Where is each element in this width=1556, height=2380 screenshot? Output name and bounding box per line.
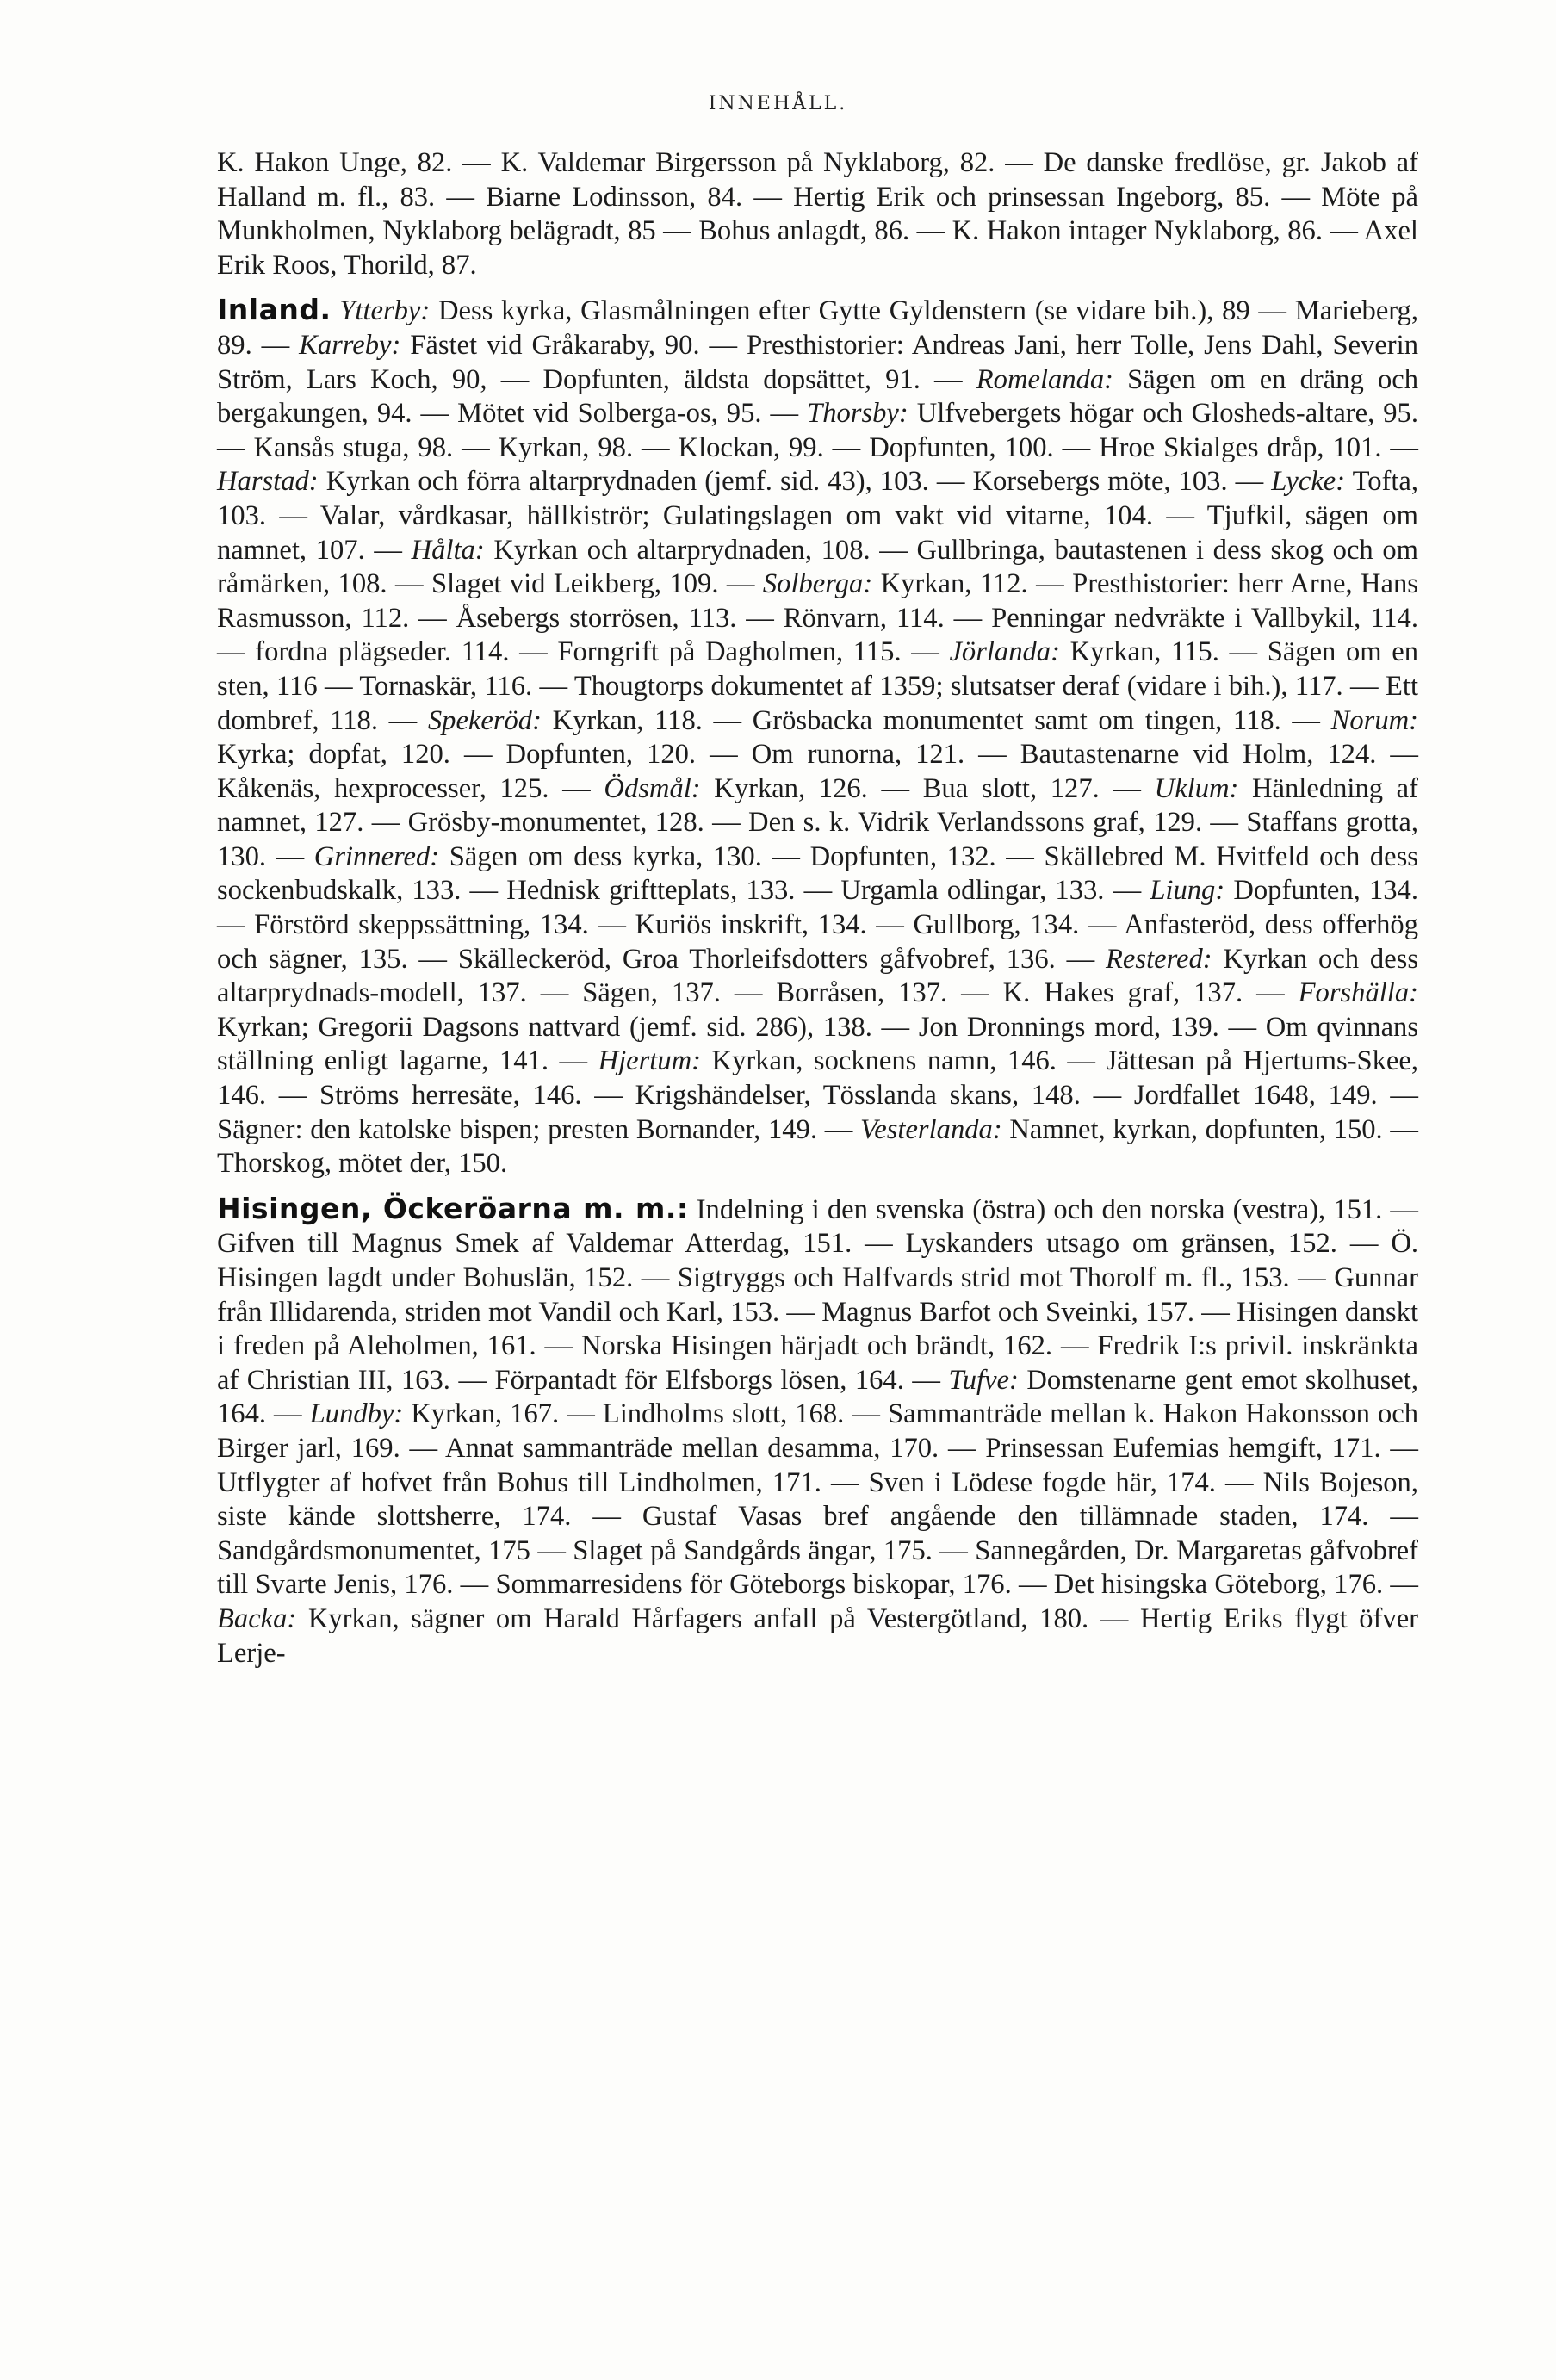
entry-text: Fästet vid Gråkaraby, 90. — Presthistorier: Andreas Jani, herr Tolle, Jens Dahl, Severin Ström, Lars Koch, 90, — Dopfunten, äldsta dopsättet, 91. — <box>217 329 1418 395</box>
place-name: Hålta: <box>411 534 485 566</box>
place-name: Vesterlanda: <box>860 1113 1002 1145</box>
entry-text: Kyrkan och förra altarprydnaden (jemf. sid. 43), 103. — Korsebergs möte, 103. — <box>318 466 1272 498</box>
entry-text: Kyrkan, 167. — Lindholms slott, 168. — Sammanträde mellan k. Hakon Hakonsson och Birger jarl, 169. — Annat sammanträde mellan desamma, 170. — Prinsessan Eufemias hemgift, 171. — Utflygter af hofvet från Bohus till Lindholmen, 171. — Sven i Lödese fogde här, 174. — Nils Bojeson, siste kände slottsherre, 174. — Gustaf Vasas bref angående den tillämnade staden, 174. — Sandgårdsmonumentet, 175 — Slaget på Sandgårds ängar, 175. — Sannegården, Dr. Margaretas gåfvobref till Svarte Jenis, 176. — Sommarresidens för Göteborgs biskopar, 176. — Det hisingska Göteborg, 176. — <box>217 1398 1418 1601</box>
entry-text: Sägen om en dräng och bergakungen, 94. — Mötet vid Solberga-os, 95. — <box>217 363 1418 430</box>
place-name: Lycke: <box>1271 466 1346 498</box>
place-name: Uklum: <box>1154 772 1239 804</box>
place-name: Romelanda: <box>976 363 1114 395</box>
place-name: Hjertum: <box>598 1045 702 1077</box>
entry-text: Kyrkan, 118. — Grösbacka monumentet samt om tingen, 118. — <box>541 704 1331 736</box>
entry-text: Kyrka; dopfat, 120. — Dopfunten, 120. — Om runorna, 121. — Bautastenarne vid Holm, 124. — Kåkenäs, hexprocesser, 125. — <box>217 739 1418 804</box>
place-name: Restered: <box>1106 943 1212 975</box>
entry-text: Dess kyrka, Glasmålningen efter Gytte Gyldenstern (se vidare bih.), 89 — Marieberg, 89. — <box>217 295 1418 361</box>
entry-text: Dopfunten, 134. — Förstörd skeppssättning, 134. — Kuriös inskrift, 134. — Gullborg, 134. — Anfasteröd, dess offerhög och sägner, 135. — Skälleckeröd, Groa Thorleifsdotters gåfvobref, 136. — <box>217 875 1418 975</box>
place-name: Backa: <box>217 1602 297 1634</box>
entry-text: K. Hakon Unge, 82. — K. Valdemar Birgersson på Nyklaborg, 82. — De danske fredlöse, gr. Jakob af Halland m. fl., 83. — Biarne Lodinsson, 84. — Hertig Erik och prinsessan Ingeborg, 85. — Möte på Munkholmen, Nyklaborg belägradt, 85 — Bohus anlagdt, 86. — K. Hakon intager Nyklaborg, 86. — Axel Erik Roos, Thorild, 87. <box>217 147 1418 281</box>
place-name: Grinnered: <box>313 840 440 872</box>
entry-text: Sägen om dess kyrka, 130. — Dopfunten, 132. — Skällebred M. Hvitfeld och dess sockenbudskalk, 133. — Hednisk griftteplats, 133. — Urgamla odlingar, 133. — <box>217 840 1418 907</box>
paragraph-hakon <box>217 146 1418 282</box>
entry-text: Namnet, kyrkan, dopfunten, 150. — Thorskog, mötet der, 150. <box>217 1113 1418 1180</box>
place-name: Norum: <box>1330 704 1418 736</box>
running-head-title: INNEHÅLL. <box>708 93 848 115</box>
place-name: Solberga: <box>762 568 873 600</box>
place-name: Karreby: <box>299 329 401 361</box>
entry-text: Kyrkan och altarprydnaden, 108. — Gullbringa, bautastenen i dess skog och om råmärken, 108. — Slaget vid Leikberg, 109. — <box>217 534 1418 600</box>
section-heading: Hisingen, Öckeröarna m. m.: <box>217 1191 689 1225</box>
contents-body <box>217 146 1418 1670</box>
entry-text: Kyrkan och dess altarprydnads-modell, 137. — Sägen, 137. — Borråsen, 137. — K. Hakes graf, 137. — <box>217 943 1419 1009</box>
section-heading: Inland. <box>217 293 332 327</box>
entry-text: Hänledning af namnet, 127. — Grösby-monumentet, 128. — Den s. k. Vidrik Verlandssons graf, 129. — Staffans grotta, 130. — <box>217 772 1418 872</box>
entry-text: Tofta, 103. — Valar, vårdkasar, hällkiströr; Gulatingslagen om vakt vid vitarne, 104. — Tjufkil, sägen om namnet, 107. — <box>217 466 1418 566</box>
entry-text: Kyrkan; Gregorii Dagsons nattvard (jemf. sid. 286), 138. — Jon Dronnings mord, 139. — Om qvinnans ställning enligt lagarne, 141. — <box>217 1011 1418 1077</box>
place-name: Ödsmål: <box>604 772 701 804</box>
place-name: Tufve: <box>948 1364 1019 1396</box>
place-name: Liung: <box>1150 875 1225 907</box>
entry-text <box>332 295 340 326</box>
entry-text: Indelning i den svenska (östra) och den norska (vestra), 151. — Gifven till Magnus Smek af Valdemar Atterdag, 151. — Lyskanders utsago om gränsen, 152. — Ö. Hisingen lagdt under Bohuslän, 152. — Sigtryggs och Halfvards strid mot Thorolf m. fl., 153. — Gunnar från Illidarenda, striden mot Vandil och Karl, 153. — Magnus Barfot och Sveinki, 157. — Hisingen danskt i freden på Aleholmen, 161. — Norska Hisingen härjadt och brändt, 162. — Fredrik I:s privil. inskränkta af Christian III, 163. — Förpantadt för Elfsborgs lösen, 164. — <box>217 1193 1418 1396</box>
entry-text: Ulfvebergets högar och Glosheds-altare, 95. — Kansås stuga, 98. — Kyrkan, 98. — Klockan, 99. — Dopfunten, 100. — Hroe Skialges dråp, 101. — <box>217 398 1418 463</box>
entry-text: Kyrkan, 126. — Bua slott, 127. — <box>700 772 1155 804</box>
place-name: Lundby: <box>309 1398 404 1430</box>
paragraph-hisingen <box>217 1192 1418 1670</box>
paragraph-inland <box>217 293 1418 1181</box>
place-name: Harstad: <box>217 466 319 498</box>
place-name: Ytterby: <box>339 295 431 327</box>
place-name: Jörlanda: <box>949 636 1060 668</box>
place-name: Forshälla: <box>1298 977 1418 1009</box>
entry-text: Kyrkan, socknens namn, 146. — Jättesan på Hjertums-Skee, 146. — Ströms herresäte, 146. — Krigshändelser, Tösslanda skans, 148. — Jordfallet 1648, 149. — Sägner: den katolske bispen; presten Bornander, 149. — <box>217 1045 1419 1145</box>
entry-text: Kyrkan, 115. — Sägen om en sten, 116 — Tornaskär, 116. — Thougtorps dokumentet af 1359; slutsatser deraf (vidare i bih.), 117. — Ett dombref, 118. — <box>217 636 1418 736</box>
entry-text: Kyrkan, sägner om Harald Hårfagers anfall på Vestergötland, 180. — Hertig Eriks flygt öfver Lerje- <box>217 1602 1418 1669</box>
entry-text: Domstenarne gent emot skolhuset, 164. — <box>217 1364 1419 1430</box>
place-name: Spekeröd: <box>427 704 542 736</box>
place-name: Thorsby: <box>807 398 908 430</box>
entry-text: Kyrkan, 112. — Presthistorier: herr Arne, Hans Rasmusson, 112. — Åsebergs storrösen, 113. — Rönvarn, 114. — Penningar nedvräkte i Vallbykil, 114. — fordna plägseder. 114. — Forngrift på Dagholmen, 115. — <box>217 568 1418 668</box>
